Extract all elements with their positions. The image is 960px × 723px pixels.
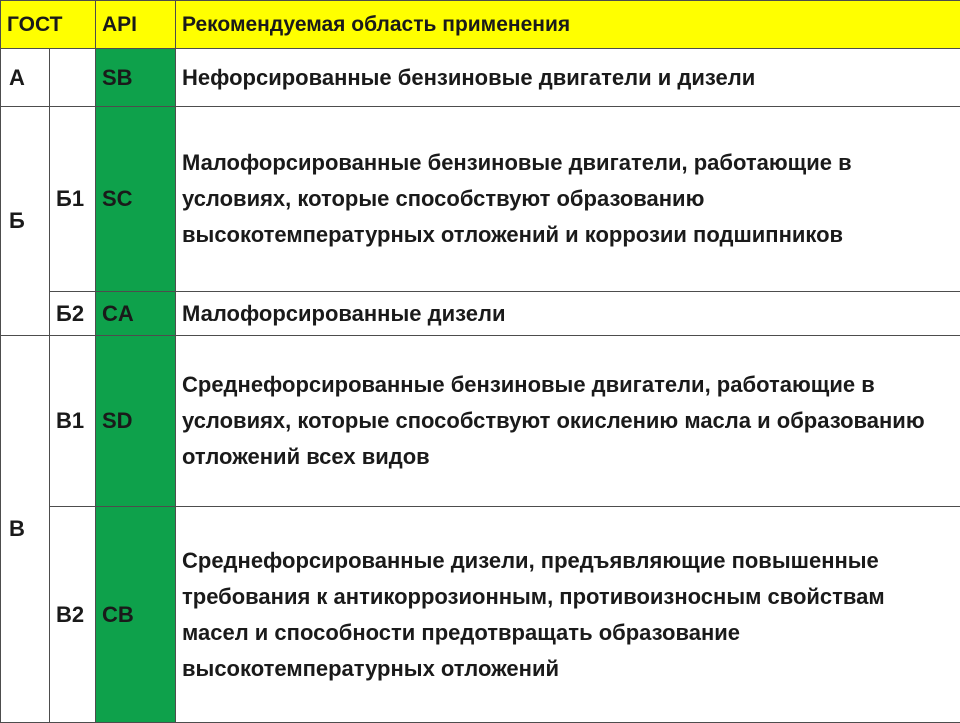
table-row-b1 xyxy=(1,107,960,292)
api-code-ca: CA xyxy=(96,292,176,336)
api-code-sd: SD xyxy=(96,336,176,507)
gost-sub-b2: Б2 xyxy=(50,292,96,336)
table-row-v1 xyxy=(1,336,960,507)
header-api: API xyxy=(96,1,176,49)
desc-a: Нефорсированные бензиновые двигатели и дизели xyxy=(176,49,960,107)
table-row-v2 xyxy=(1,507,960,723)
desc-b2: Малофорсированные дизели xyxy=(176,292,960,336)
table-row-a xyxy=(1,49,960,107)
api-code-sb: SB xyxy=(96,49,176,107)
gost-group-v: В xyxy=(1,336,50,723)
desc-v1: Среднефорсированные бензиновые двигатели, работающие в условиях, которые способствуют окислению масла и образованию отложений всех видов xyxy=(176,336,960,507)
gost-sub-v2: В2 xyxy=(50,507,96,723)
table-row-b2 xyxy=(1,292,960,336)
header-gost: ГОСТ xyxy=(1,1,96,49)
desc-v2: Среднефорсированные дизели, предъявляющие повышенные требования к антикоррозионным, противоизносным свойствам масел и способности предотвращать образование высокотемпературных отложений xyxy=(176,507,960,723)
gost-group-a: А xyxy=(1,49,50,107)
header-row xyxy=(1,1,960,49)
desc-b1: Малофорсированные бензиновые двигатели, работающие в условиях, которые способствуют образованию высокотемпературных отложений и коррозии подшипников xyxy=(176,107,960,292)
header-area: Рекомендуемая область применения xyxy=(176,1,960,49)
gost-group-b: Б xyxy=(1,107,50,336)
api-code-cb: CB xyxy=(96,507,176,723)
gost-sub-v1: В1 xyxy=(50,336,96,507)
gost-sub-b1: Б1 xyxy=(50,107,96,292)
api-code-sc: SC xyxy=(96,107,176,292)
gost-sub-a xyxy=(50,49,96,107)
